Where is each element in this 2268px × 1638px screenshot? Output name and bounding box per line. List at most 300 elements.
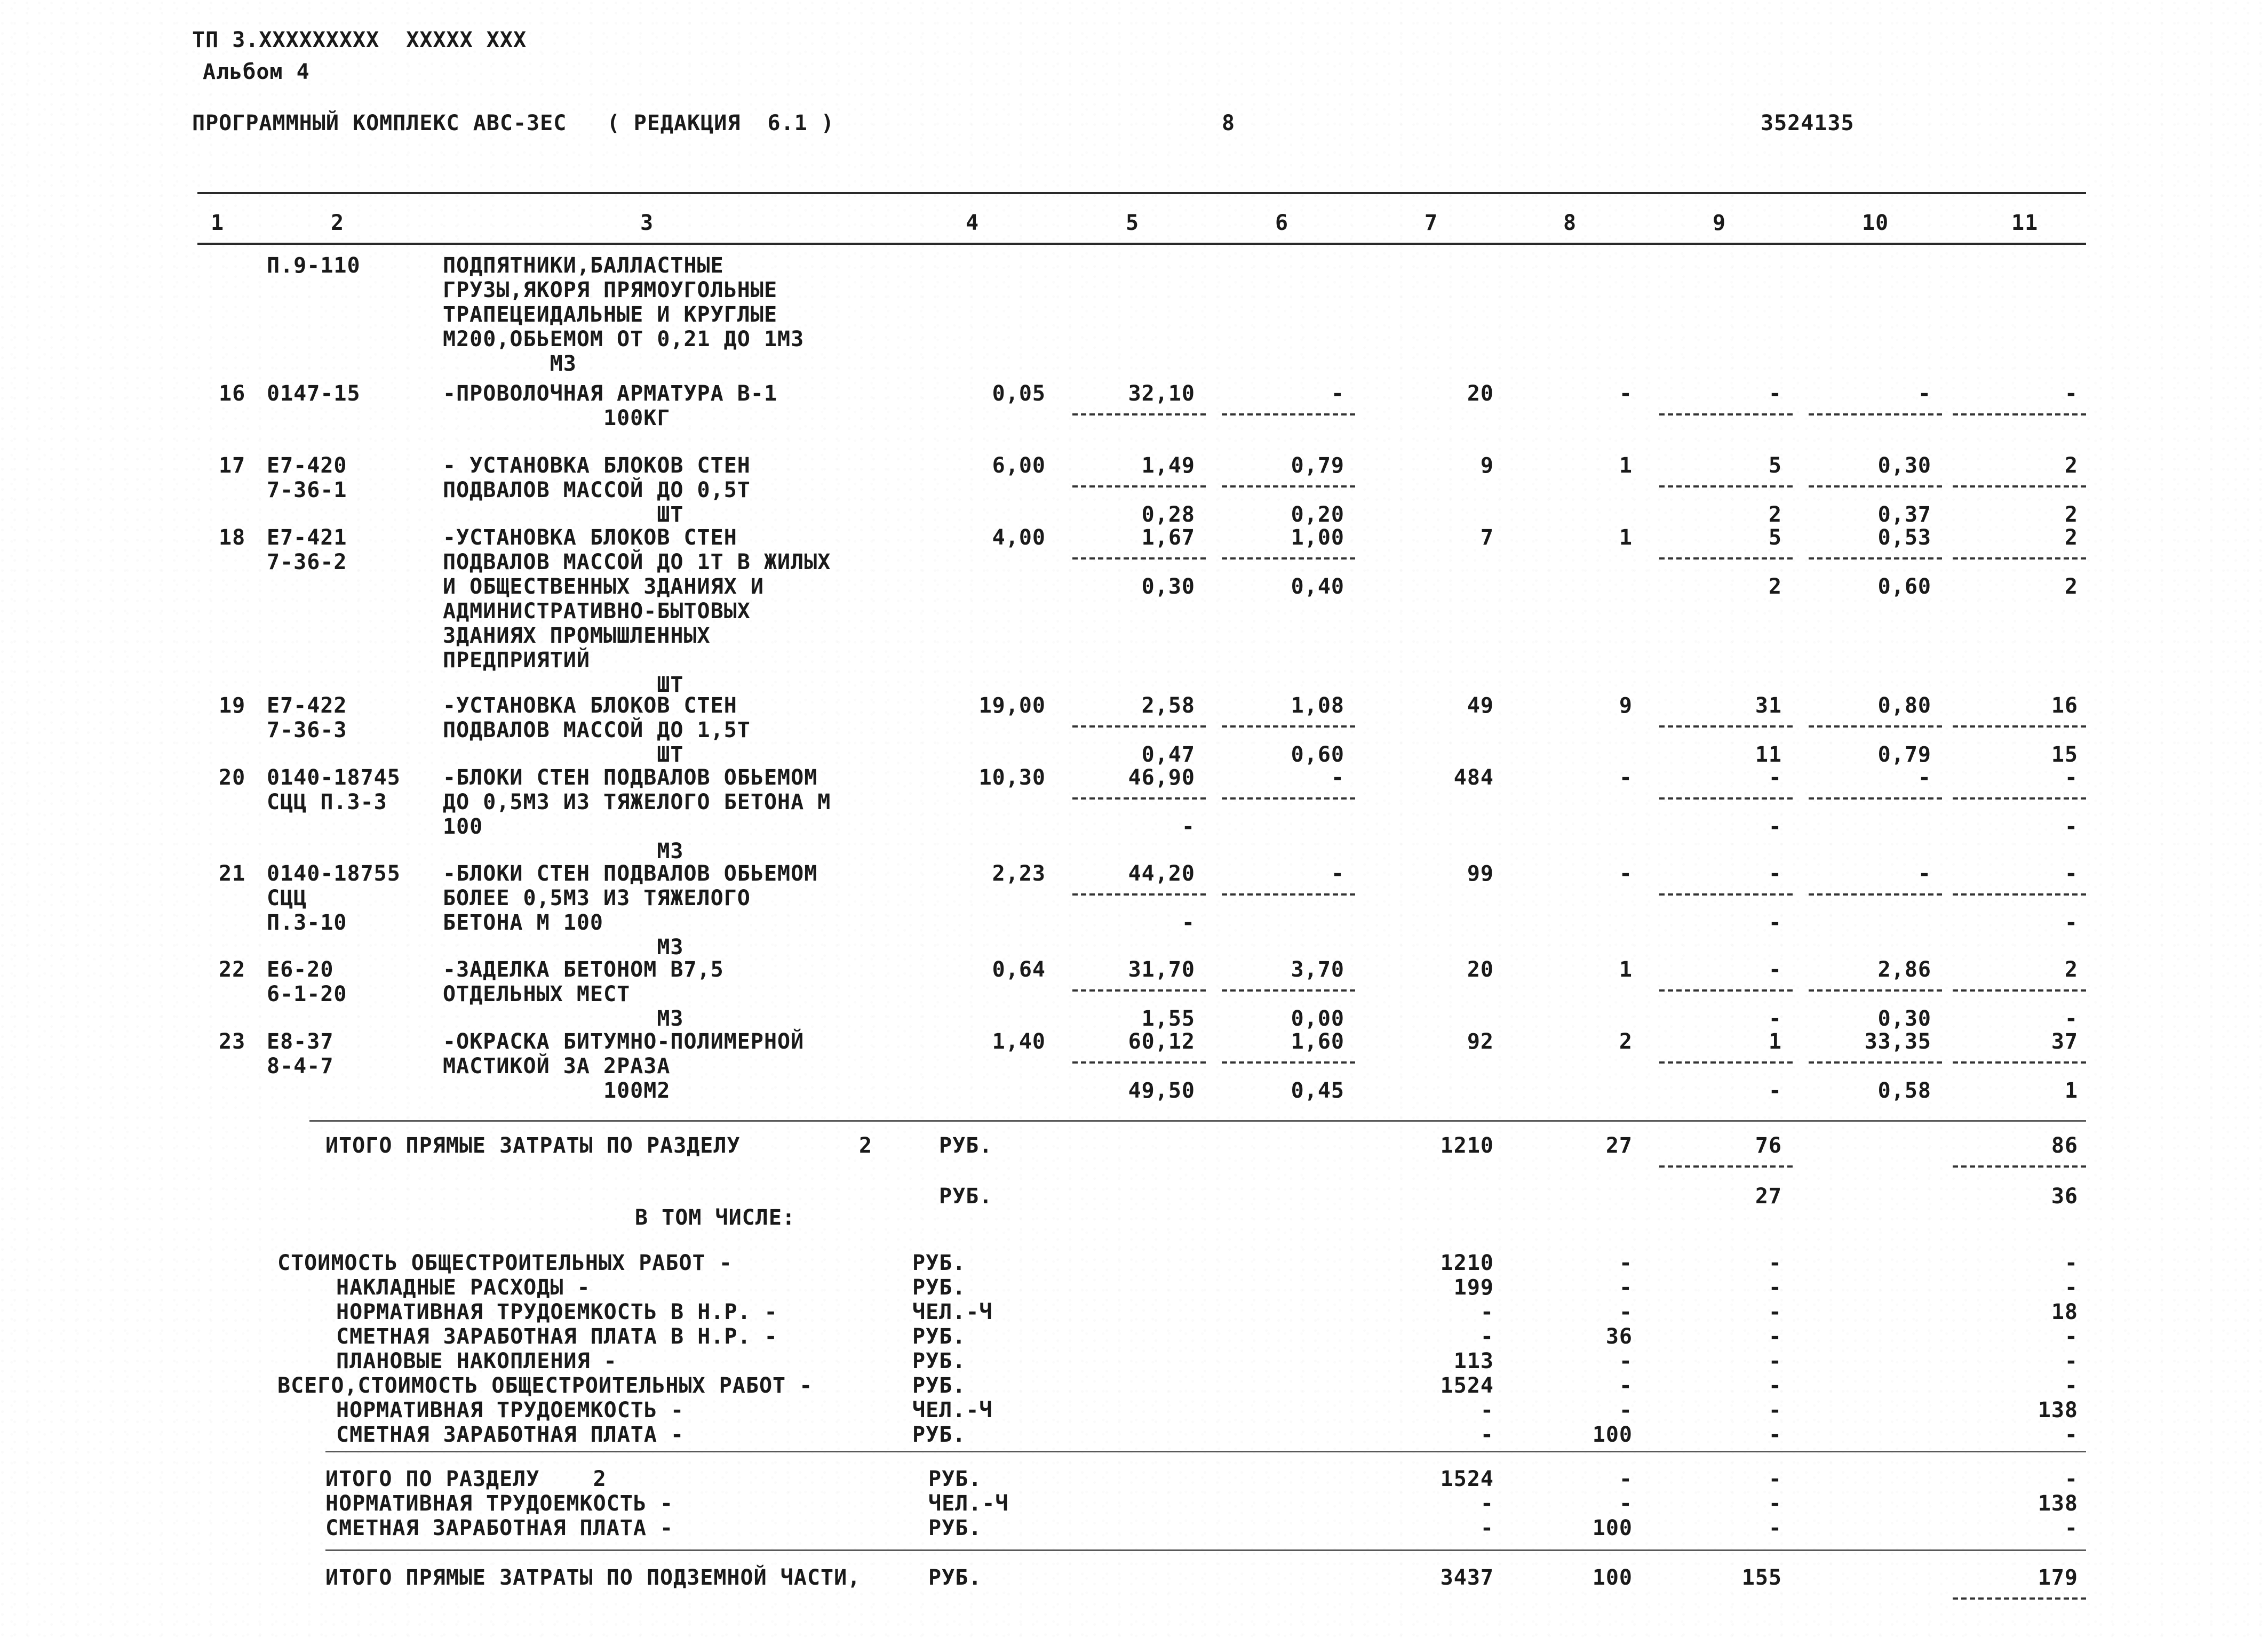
work-description: -БЛОКИ СТЕН ПОДВАЛОВ ОБЬЕМОМ [443,861,818,886]
cell-c8: 2 [1619,1029,1633,1054]
summary-label: НОРМАТИВНАЯ ТРУДОЕМКОСТЬ В Н.Р. - [336,1300,778,1324]
summary-c9: - [1768,1373,1782,1398]
summary-label: СМЕТНАЯ ЗАРАБОТНАЯ ПЛАТА - [336,1423,685,1447]
cell-c8: 1 [1619,453,1633,478]
work-description: ШТ [443,502,684,527]
work-description: ПРЕДПРИЯТИЙ [443,648,590,673]
section-total-c9: - [1768,1516,1782,1540]
row-number: 16 [219,381,246,406]
rate-code: СЦЦ П.3-3 [267,790,387,814]
cell-c9: - [1768,381,1782,406]
summary-c8: 36 [1605,1324,1633,1349]
cell-c8: 1 [1619,525,1633,550]
cell-sub-c10: 0,37 [1877,502,1931,527]
cell-c6: - [1331,861,1344,886]
summary-c9: - [1768,1324,1782,1349]
rate-code: Е6-20 [267,957,334,982]
cell-underline [1222,1061,1355,1064]
summary-unit: РУБ. [912,1373,966,1398]
cell-c10: - [1917,861,1931,886]
work-description: ГРУЗЫ,ЯКОРЯ ПРЯМОУГОЛЬНЫЕ [443,278,778,302]
work-description: -ОКРАСКА БИТУМНО-ПОЛИМЕРНОЙ [443,1029,805,1054]
summary-c8: - [1619,1398,1633,1423]
row-number: 18 [219,525,246,550]
cell-sub-c5: - [1181,910,1195,935]
cell-sub-c5: 1,55 [1141,1006,1195,1031]
section-total-c7: 1524 [1440,1467,1494,1491]
column-number-3: 3 [640,211,654,235]
cell-underline [1659,1061,1793,1064]
direct-costs-c7: 1210 [1440,1133,1494,1158]
direct-costs-unit: РУБ. [939,1133,993,1158]
cell-c4: 10,30 [978,765,1046,790]
cell-c4: 0,64 [992,957,1046,982]
cell-underline [1809,557,1942,560]
rate-code: 7-36-2 [267,550,347,574]
underground-total-c8: 100 [1592,1565,1633,1590]
cell-sub-c11: 2 [2064,574,2078,599]
cell-sub-c5: - [1181,814,1195,839]
summary-c7: 1524 [1440,1373,1494,1398]
cell-c10: 0,30 [1877,453,1931,478]
summary-label: НОРМАТИВНАЯ ТРУДОЕМКОСТЬ - [336,1398,685,1423]
header-top-rule [197,192,2086,194]
summary-label: НАКЛАДНЫЕ РАСХОДЫ - [336,1275,591,1300]
summary-c11: - [2064,1349,2078,1373]
cell-c5: 1,67 [1141,525,1195,550]
cell-sub-c9: 11 [1755,742,1782,767]
row-number: 22 [219,957,246,982]
section-total-c8: 100 [1592,1516,1633,1540]
direct-costs-s11: 36 [2051,1184,2078,1209]
cell-c5: 32,10 [1128,381,1195,406]
cell-c8: 9 [1619,693,1633,718]
direct-costs-unit-2: РУБ. [939,1184,993,1209]
summary-label: СМЕТНАЯ ЗАРАБОТНАЯ ПЛАТА В Н.Р. - [336,1324,778,1349]
work-description: 100М2 [443,1078,671,1103]
cell-underline [1809,485,1942,488]
section-total-unit: ЧЕЛ.-Ч [928,1491,1009,1516]
cell-sub-c9: - [1768,1078,1782,1103]
section-total-unit: РУБ. [928,1516,982,1540]
cell-underline [1953,413,2086,416]
cell-underline [1953,485,2086,488]
cell-sub-c10: 0,79 [1877,742,1931,767]
cell-c7: 99 [1467,861,1494,886]
cell-underline [1809,1061,1942,1064]
cell-underline [1659,413,1793,416]
work-description: БЕТОНА М 100 [443,910,603,935]
direct-costs-section: 2 [859,1133,873,1158]
work-description: М3 [443,935,684,960]
cell-c9: - [1768,861,1782,886]
including-label: В ТОМ ЧИСЛЕ: [635,1205,795,1230]
underground-total-rule [325,1549,2086,1551]
underground-total-c11: 179 [2038,1565,2078,1590]
section-total-c11: 138 [2038,1491,2078,1516]
cell-c10: 2,86 [1877,957,1931,982]
column-number-10: 10 [1862,211,1889,235]
cell-sub-c11: 1 [2064,1078,2078,1103]
cell-sub-c5: 0,30 [1141,574,1195,599]
cell-underline [1222,413,1355,416]
direct-costs-c11: 86 [2051,1133,2078,1158]
cell-underline [1072,1061,1206,1064]
cell-sub-c9: 2 [1768,502,1782,527]
cell-underline [1072,893,1206,896]
cell-c5: 31,70 [1128,957,1195,982]
cell-underline [1809,725,1942,728]
rate-code: Е8-37 [267,1029,334,1054]
column-number-4: 4 [966,211,980,235]
cell-sub-c9: - [1768,814,1782,839]
work-description: М3 [443,351,577,376]
album-label: Альбом 4 [203,60,310,84]
rate-code: 7-36-3 [267,718,347,742]
cell-underline [1659,557,1793,560]
total-rule [309,1120,2086,1122]
cell-c8: - [1619,765,1633,790]
section-total-c8: - [1619,1491,1633,1516]
summary-c11: - [2064,1373,2078,1398]
cell-underline [1072,725,1206,728]
column-number-7: 7 [1425,211,1438,235]
cell-sub-c9: - [1768,910,1782,935]
column-number-1: 1 [211,211,225,235]
work-description: БОЛЕЕ 0,5М3 ИЗ ТЯЖЕЛОГО [443,886,751,910]
column-number-11: 11 [2011,211,2039,235]
cell-sub-c10: 0,60 [1877,574,1931,599]
rate-code: 0147-15 [267,381,361,406]
cell-underline [1659,893,1793,896]
cell-c11: 2 [2064,957,2078,982]
cell-c6: - [1331,765,1344,790]
rate-code: Е7-422 [267,693,347,718]
work-description: ПОДВАЛОВ МАССОЙ ДО 1Т В ЖИЛЫХ [443,550,831,574]
cell-underline [1222,485,1355,488]
cell-c7: 92 [1467,1029,1494,1054]
summary-unit: РУБ. [912,1423,966,1447]
summary-c8: - [1619,1349,1633,1373]
column-number-2: 2 [331,211,345,235]
cell-sub-c6: 0,60 [1291,742,1344,767]
cell-c10: 33,35 [1864,1029,1931,1054]
cell-sub-c11: 2 [2064,502,2078,527]
cell-sub-c11: - [2064,814,2078,839]
rate-code: СЦЦ [267,886,307,910]
page-number: 8 [1222,111,1236,135]
summary-c8: - [1619,1251,1633,1275]
cell-c5: 44,20 [1128,861,1195,886]
summary-c9: - [1768,1423,1782,1447]
cell-underline [1072,413,1206,416]
rate-code: 0140-18745 [267,765,401,790]
cell-c4: 1,40 [992,1029,1046,1054]
cell-underline [1222,725,1355,728]
cell-c7: 49 [1467,693,1494,718]
underground-total-unit: РУБ. [928,1565,982,1590]
work-description: М200,ОБЬЕМОМ ОТ 0,21 ДО 1М3 [443,327,805,351]
cell-sub-c11: 15 [2051,742,2078,767]
cell-underline [1659,797,1793,800]
summary-unit: РУБ. [912,1275,966,1300]
cell-c7: 9 [1480,453,1494,478]
work-description: И ОБЩЕСТВЕННЫХ ЗДАНИЯХ И [443,574,764,599]
summary-c7: 199 [1453,1275,1494,1300]
rate-code: 6-1-20 [267,982,347,1006]
direct-costs-c9: 76 [1755,1133,1782,1158]
cell-c11: 37 [2051,1029,2078,1054]
work-description: М3 [443,839,684,864]
cell-c8: - [1619,381,1633,406]
cell-c9: 31 [1755,693,1782,718]
program-title: ПРОГРАММНЫЙ КОМПЛЕКС АВС-ЗЕС ( РЕДАКЦИЯ 6.1 ) [192,111,834,135]
cell-c6: 1,60 [1291,1029,1344,1054]
section-total-c11: - [2064,1516,2078,1540]
rate-code: П.3-10 [267,910,347,935]
rate-code: 8-4-7 [267,1054,334,1078]
section-total-rule [325,1451,2086,1452]
work-description: -УСТАНОВКА БЛОКОВ СТЕН [443,693,737,718]
summary-label: ПЛАНОВЫЕ НАКОПЛЕНИЯ - [336,1349,617,1373]
cell-sub-c10: 0,30 [1877,1006,1931,1031]
cell-c6: - [1331,381,1344,406]
work-description: ШТ [443,673,684,697]
cell-sub-c10: 0,58 [1877,1078,1931,1103]
doc-reference: ТП 3.XXXXXXXXX XXXXX XXX [192,28,527,52]
summary-unit: РУБ. [912,1251,966,1275]
cell-sub-c6: 0,45 [1291,1078,1344,1103]
work-description: ОТДЕЛЬНЫХ МЕСТ [443,982,631,1006]
cell-sub-c5: 0,47 [1141,742,1195,767]
cell-c9: 1 [1768,1029,1782,1054]
cell-c5: 60,12 [1128,1029,1195,1054]
column-number-5: 5 [1126,211,1140,235]
cell-c4: 4,00 [992,525,1046,550]
cell-c11: 2 [2064,525,2078,550]
summary-c11: 18 [2051,1300,2078,1324]
summary-c9: - [1768,1398,1782,1423]
cell-underline [1953,989,2086,992]
cell-c11: 2 [2064,453,2078,478]
cell-underline [1953,557,2086,560]
cell-c5: 1,49 [1141,453,1195,478]
summary-c11: - [2064,1423,2078,1447]
cell-c9: - [1768,957,1782,982]
summary-c11: - [2064,1275,2078,1300]
summary-c8: - [1619,1373,1633,1398]
cell-c8: - [1619,861,1633,886]
summary-c7: - [1480,1398,1494,1423]
summary-c8: 100 [1592,1423,1633,1447]
cell-underline [1072,485,1206,488]
cell-underline [1953,1061,2086,1064]
summary-c8: - [1619,1300,1633,1324]
rate-code: 7-36-1 [267,478,347,502]
cell-underline [1659,725,1793,728]
work-description: МАСТИКОЙ ЗА 2РАЗА [443,1054,671,1078]
section-total-c9: - [1768,1467,1782,1491]
cell-c9: - [1768,765,1782,790]
cell-underline [1659,1165,1793,1168]
cell-c7: 20 [1467,957,1494,982]
cell-c6: 3,70 [1291,957,1344,982]
work-description: -БЛОКИ СТЕН ПОДВАЛОВ ОБЬЕМОМ [443,765,818,790]
summary-c7: - [1480,1423,1494,1447]
section-total-c8: - [1619,1467,1633,1491]
cell-underline [1072,557,1206,560]
cell-c6: 0,79 [1291,453,1344,478]
summary-c7: 113 [1453,1349,1494,1373]
row-number: 21 [219,861,246,886]
summary-unit: ЧЕЛ.-Ч [912,1300,993,1324]
cell-c7: 484 [1453,765,1494,790]
cell-c7: 20 [1467,381,1494,406]
cell-c5: 46,90 [1128,765,1195,790]
summary-label: СТОИМОСТЬ ОБЩЕСТРОИТЕЛЬНЫХ РАБОТ - [277,1251,733,1275]
cell-underline [1809,413,1942,416]
work-description: -УСТАНОВКА БЛОКОВ СТЕН [443,525,737,550]
cell-underline [1072,797,1206,800]
summary-c11: 138 [2038,1398,2078,1423]
row-number: 19 [219,693,246,718]
underground-total-c7: 3437 [1440,1565,1494,1590]
summary-c9: - [1768,1251,1782,1275]
work-description: М3 [443,1006,684,1031]
rate-code: 0140-18755 [267,861,401,886]
work-description: - УСТАНОВКА БЛОКОВ СТЕН [443,453,751,478]
cell-sub-c5: 0,28 [1141,502,1195,527]
section-total-label: НОРМАТИВНАЯ ТРУДОЕМКОСТЬ - [325,1491,674,1516]
cell-underline [1659,485,1793,488]
cell-underline [1809,893,1942,896]
work-description: -ЗАДЕЛКА БЕТОНОМ В7,5 [443,957,724,982]
work-description: -ПРОВОЛОЧНАЯ АРМАТУРА В-1 [443,381,778,406]
cell-underline [1222,797,1355,800]
cell-underline [1953,725,2086,728]
summary-c11: - [2064,1251,2078,1275]
underground-total-c9: 155 [1741,1565,1782,1590]
cell-underline [1222,989,1355,992]
cell-c11: - [2064,861,2078,886]
cell-sub-c11: - [2064,1006,2078,1031]
cell-c6: 1,08 [1291,693,1344,718]
work-description: ЗДАНИЯХ ПРОМЫШЛЕННЫХ [443,624,711,648]
work-description: 100 [443,814,483,839]
cell-c11: - [2064,765,2078,790]
cell-c11: 16 [2051,693,2078,718]
cell-c4: 0,05 [992,381,1046,406]
summary-c8: - [1619,1275,1633,1300]
summary-c9: - [1768,1275,1782,1300]
rate-code: Е7-421 [267,525,347,550]
summary-c7: - [1480,1300,1494,1324]
section-total-c7: - [1480,1491,1494,1516]
cell-sub-c11: - [2064,910,2078,935]
summary-unit: ЧЕЛ.-Ч [912,1398,993,1423]
cell-c6: 1,00 [1291,525,1344,550]
underground-total-label: ИТОГО ПРЯМЫЕ ЗАТРАТЫ ПО ПОДЗЕМНОЙ ЧАСТИ, [325,1565,861,1590]
cell-c9: 5 [1768,453,1782,478]
cell-c9: 5 [1768,525,1782,550]
column-number-6: 6 [1275,211,1289,235]
cell-underline [1072,989,1206,992]
summary-c9: - [1768,1300,1782,1324]
cell-sub-c6: 0,40 [1291,574,1344,599]
cell-c4: 2,23 [992,861,1046,886]
cell-sub-c6: 0,00 [1291,1006,1344,1031]
cell-underline [1222,893,1355,896]
work-description: ТРАПЕЦЕИДАЛЬНЫЕ И КРУГЛЫЕ [443,302,778,327]
cell-c10: 0,53 [1877,525,1931,550]
row-number: 23 [219,1029,246,1054]
summary-c7: 1210 [1440,1251,1494,1275]
work-description: ПОДВАЛОВ МАССОЙ ДО 0,5Т [443,478,751,502]
cell-underline [1659,989,1793,992]
cell-underline [1809,797,1942,800]
cell-c5: 2,58 [1141,693,1195,718]
summary-label: ВСЕГО,СТОИМОСТЬ ОБЩЕСТРОИТЕЛЬНЫХ РАБОТ - [277,1373,813,1398]
cell-c11: - [2064,381,2078,406]
section-total-c11: - [2064,1467,2078,1491]
cell-c10: - [1917,381,1931,406]
column-number-8: 8 [1563,211,1577,235]
direct-costs-label: ИТОГО ПРЯМЫЕ ЗАТРАТЫ ПО РАЗДЕЛУ [325,1133,741,1158]
summary-c11: - [2064,1324,2078,1349]
work-description: ПОДПЯТНИКИ,БАЛЛАСТНЫЕ [443,253,724,278]
section-total-c9: - [1768,1491,1782,1516]
cell-underline [1953,1165,2086,1168]
cell-c4: 6,00 [992,453,1046,478]
row-number: 20 [219,765,246,790]
section-total-unit: РУБ. [928,1467,982,1491]
cell-sub-c6: 0,20 [1291,502,1344,527]
rate-code: П.9-110 [267,253,361,278]
direct-costs-c8: 27 [1605,1133,1633,1158]
cell-underline [1809,989,1942,992]
summary-c7: - [1480,1324,1494,1349]
document-code: 3524135 [1761,111,1855,135]
work-description: ПОДВАЛОВ МАССОЙ ДО 1,5Т [443,718,751,742]
column-number-9: 9 [1713,211,1726,235]
cell-sub-c9: - [1768,1006,1782,1031]
section-total-c7: - [1480,1516,1494,1540]
section-total-label: СМЕТНАЯ ЗАРАБОТНАЯ ПЛАТА - [325,1516,674,1540]
work-description: 100КГ [443,406,671,430]
cell-c10: - [1917,765,1931,790]
rate-code: Е7-420 [267,453,347,478]
row-number: 17 [219,453,246,478]
summary-c9: - [1768,1349,1782,1373]
cell-underline [1222,557,1355,560]
cell-c8: 1 [1619,957,1633,982]
cell-underline [1953,893,2086,896]
work-description: ШТ [443,742,684,767]
work-description: ДО 0,5М3 ИЗ ТЯЖЕЛОГО БЕТОНА М [443,790,831,814]
cell-underline [1953,797,2086,800]
cell-sub-c9: 2 [1768,574,1782,599]
cell-c7: 7 [1480,525,1494,550]
section-total-label: ИТОГО ПО РАЗДЕЛУ 2 [325,1467,607,1491]
cell-sub-c5: 49,50 [1128,1078,1195,1103]
summary-unit: РУБ. [912,1349,966,1373]
summary-unit: РУБ. [912,1324,966,1349]
cell-c4: 19,00 [978,693,1046,718]
cell-c10: 0,80 [1877,693,1931,718]
direct-costs-s9: 27 [1755,1184,1782,1209]
work-description: АДМИНИСТРАТИВНО-БЫТОВЫХ [443,599,751,624]
header-bottom-rule [197,243,2086,245]
